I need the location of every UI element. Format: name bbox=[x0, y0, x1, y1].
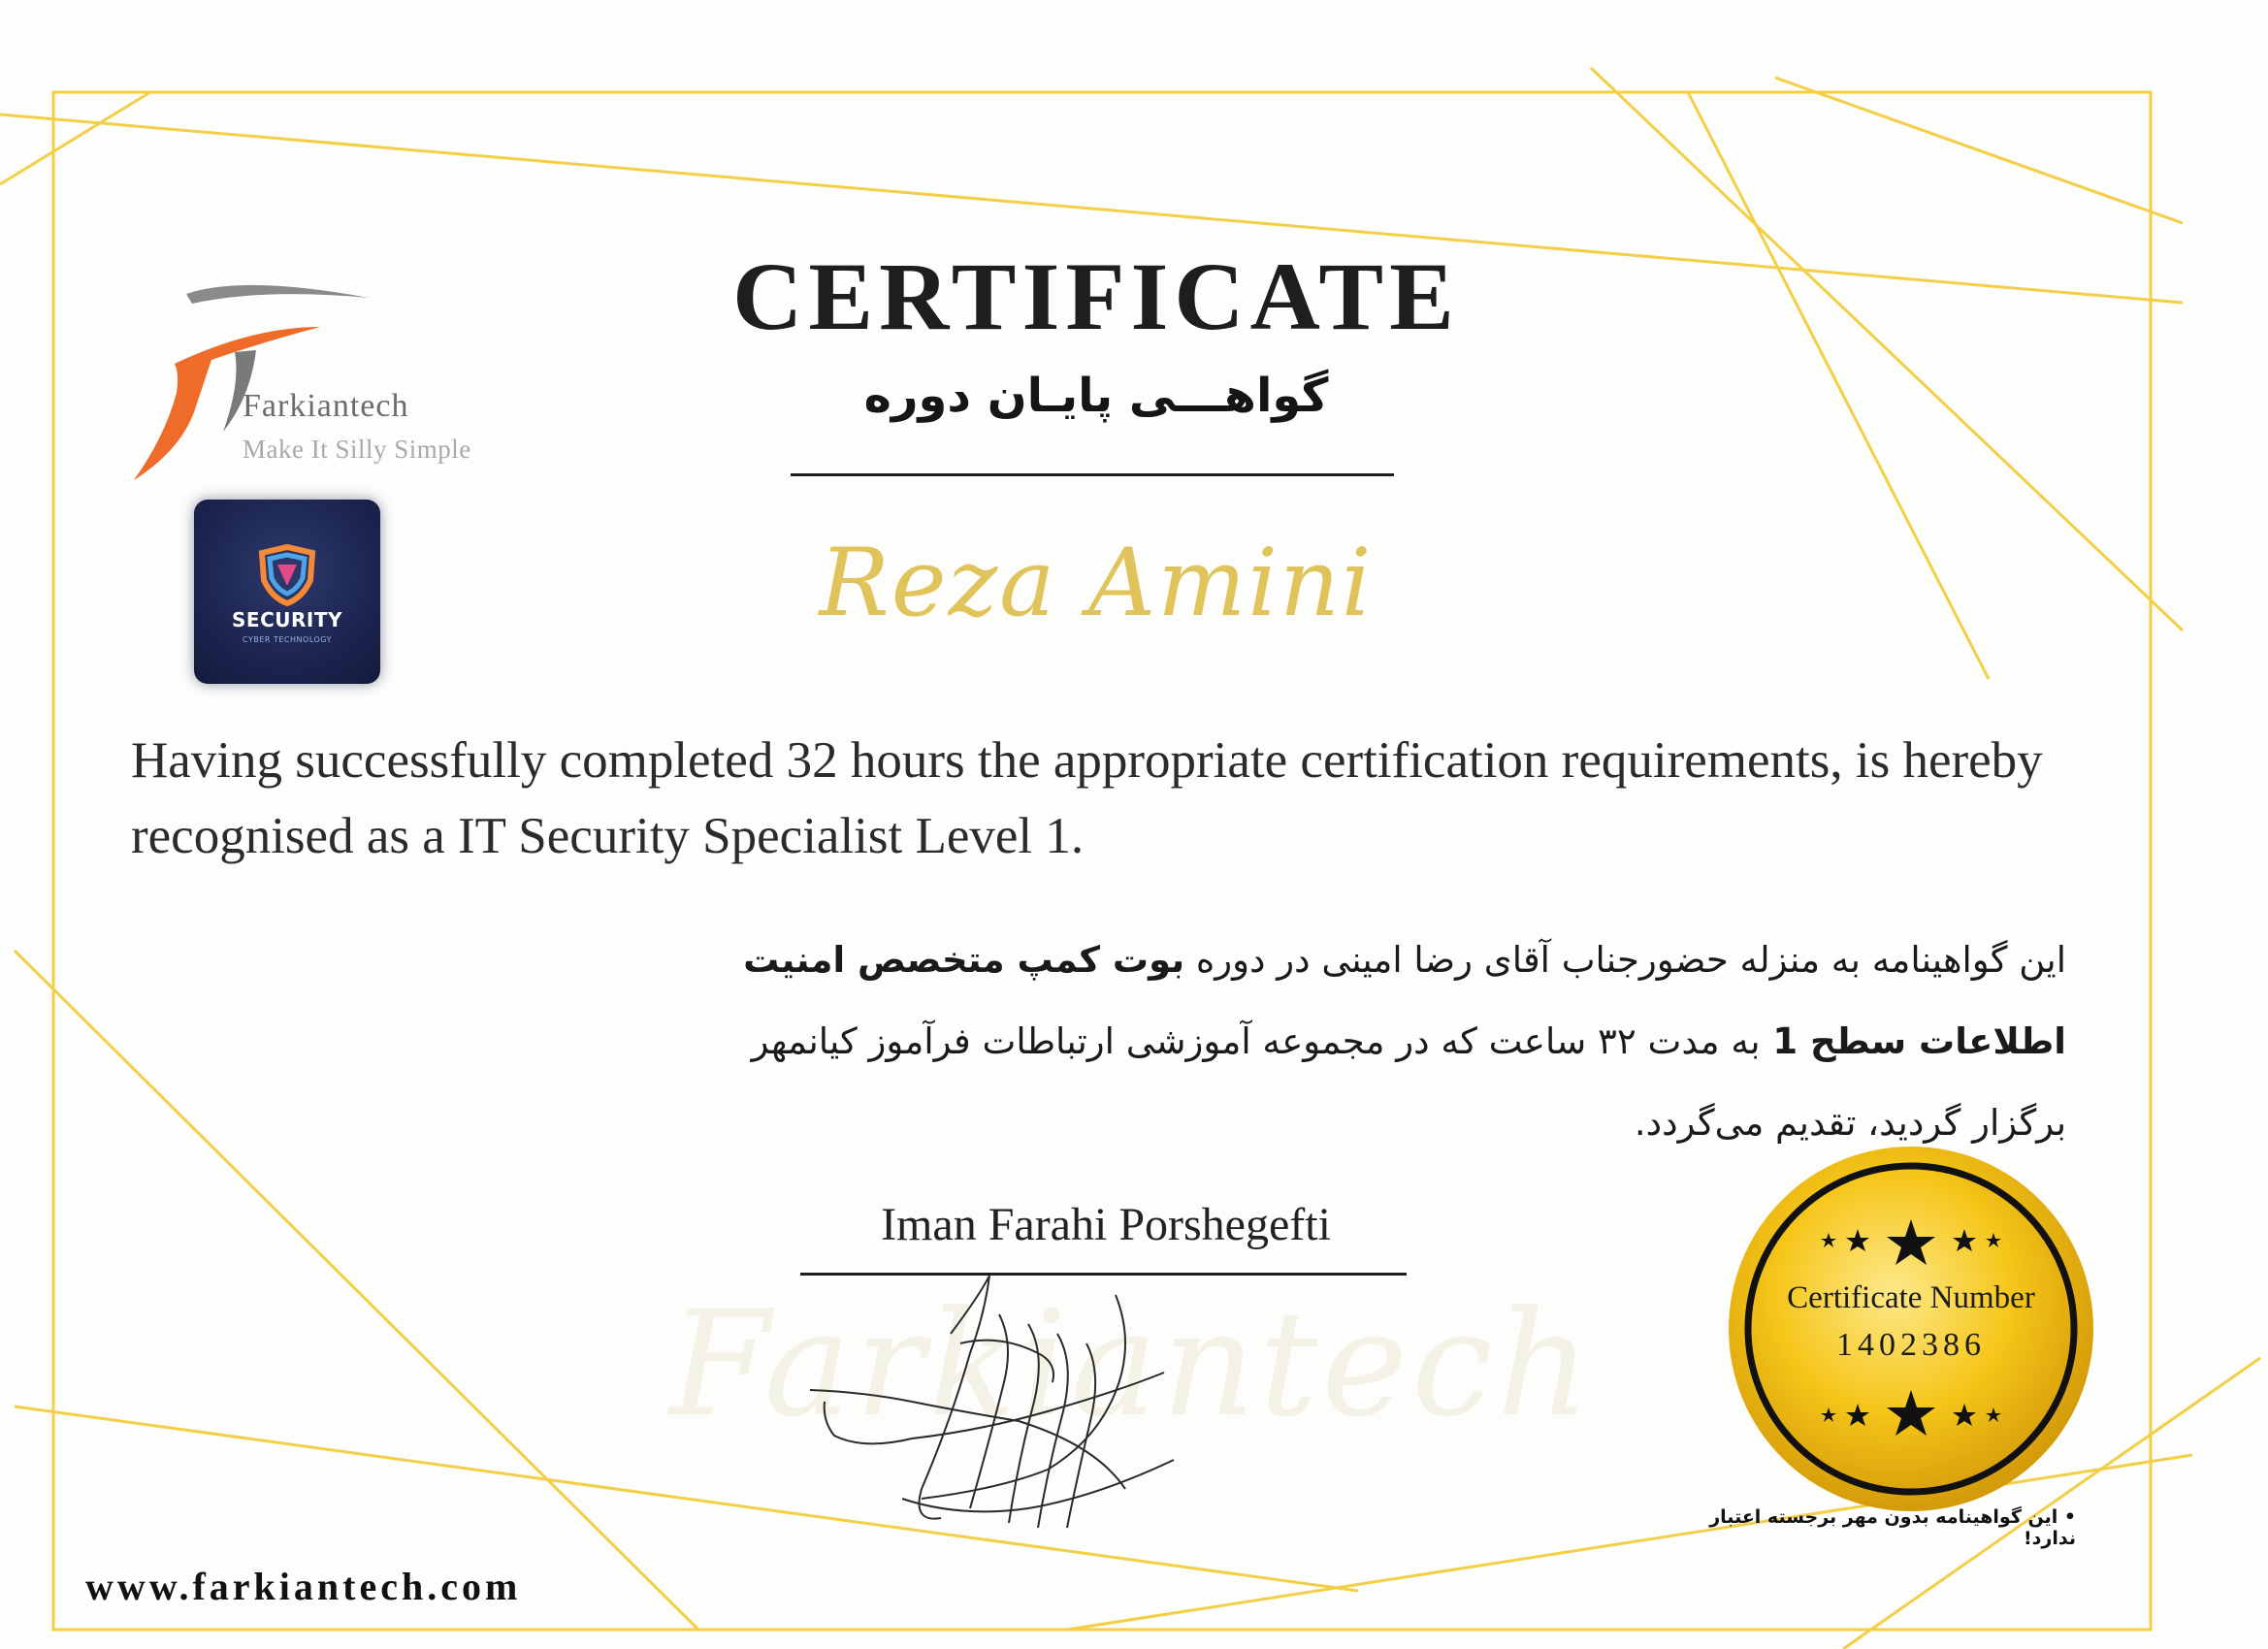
certificate-number: 1402386 bbox=[1836, 1327, 1986, 1363]
title-divider bbox=[791, 473, 1394, 476]
seal-label: Certificate Number bbox=[1787, 1280, 2035, 1315]
logo-name: Farkiantech bbox=[243, 388, 409, 424]
shield-icon bbox=[256, 543, 318, 607]
body-text-en: Having successfully completed 32 hours the appropriate certification requirements, is hereby recognised as a IT Security Specialist Level 1. bbox=[131, 732, 2043, 864]
certificate-title: CERTIFICATE bbox=[732, 242, 1460, 350]
security-badge-sublabel: CYBER TECHNOLOGY bbox=[243, 635, 332, 644]
watermark: Farkiantech bbox=[669, 1280, 1595, 1449]
body-fa-intro: این گواهینامه به منزله حضورجناب آقای رضا امینی در دوره bbox=[1184, 939, 2066, 981]
security-badge bbox=[194, 500, 380, 684]
certificate-title-fa: گواهـــی پایـان دوره bbox=[863, 369, 1329, 423]
security-badge-label: SECURITY bbox=[232, 608, 342, 631]
recipient-name: Reza Amini bbox=[819, 529, 1374, 637]
embossed-seal-note: • این گواهینامه بدون مهر برجسته اعتبار ندارد! bbox=[1709, 1506, 2076, 1549]
body-fa-rest: به مدت ۳۲ ساعت که در مجموعه آموزشی ارتباطات فرآموز کیانمهر برگزار گردید، تقدیم می‌گردد. bbox=[751, 1020, 2066, 1144]
signer-name: Iman Farahi Porshegefti bbox=[881, 1199, 1331, 1250]
body-text-fa bbox=[660, 920, 2066, 1164]
website-url: www.farkiantech.com bbox=[85, 1565, 522, 1608]
handwritten-signature bbox=[805, 1276, 1310, 1537]
logo-tagline: Make It Silly Simple bbox=[243, 435, 471, 464]
course-name-fa: بوت کمپ متخصص امنیت اطلاعات سطح 1 bbox=[743, 939, 2066, 1062]
